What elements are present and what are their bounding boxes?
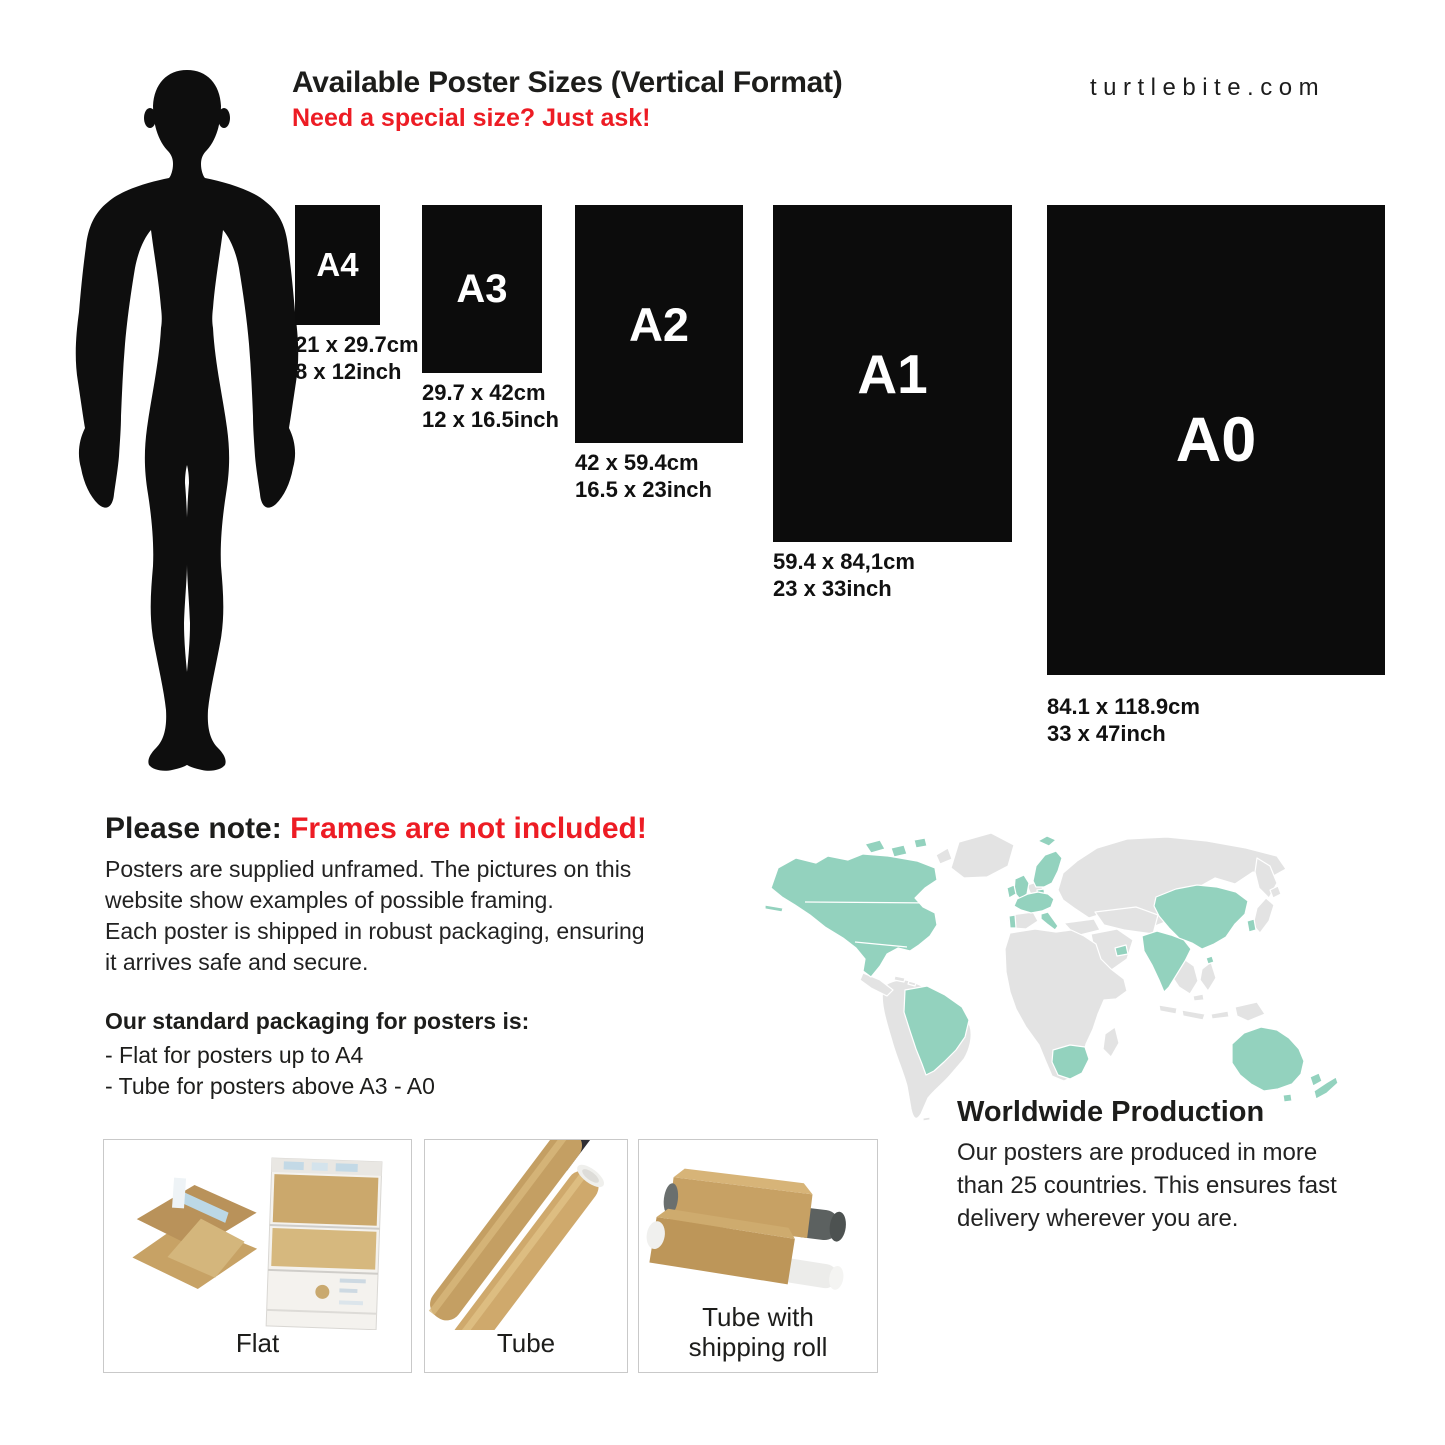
map-new-zealand xyxy=(1310,1073,1322,1086)
map-italy xyxy=(1041,912,1058,930)
poster-a2-label: A2 xyxy=(628,297,690,351)
tube-packaging-illustration xyxy=(425,1140,627,1330)
map-svalbard xyxy=(1038,836,1056,846)
poster-a4-label: A4 xyxy=(316,246,359,283)
map-north-america xyxy=(771,854,937,977)
tube-packaging-card xyxy=(424,1139,628,1373)
flat-packaging-card xyxy=(103,1139,412,1373)
frames-note-red: Frames are not included! xyxy=(290,812,647,845)
poster-a1 xyxy=(773,205,1012,542)
dims-a4: 21 x 29.7cm 8 x 12inch xyxy=(295,332,419,384)
packaging-list: - Flat for posters up to A4 - Tube for posters above A3 - A0 xyxy=(105,1042,435,1099)
map-south-korea xyxy=(1247,919,1256,932)
poster-a4 xyxy=(295,205,380,325)
human-silhouette-icon xyxy=(55,66,320,776)
tube-label: Tube xyxy=(496,1328,556,1358)
map-portugal xyxy=(1009,915,1016,928)
map-philippines xyxy=(1200,962,1216,991)
map-australia xyxy=(1232,1027,1304,1091)
frames-note-paragraph: Posters are supplied unframed. The pictures on this website show examples of possible framing. Each poster is shipped in robust packaging, ensuring it arrives safe and secure. xyxy=(105,856,645,975)
poster-a3 xyxy=(422,205,542,373)
world-map xyxy=(765,828,1355,1123)
tube-roll-packaging-card xyxy=(638,1139,878,1373)
poster-a1-label: A1 xyxy=(857,342,928,405)
dims-a3: 29.7 x 42cm 12 x 16.5inch xyxy=(422,380,559,432)
map-new-guinea xyxy=(1235,1002,1265,1021)
page-title: Available Poster Sizes (Vertical Format) xyxy=(292,66,843,99)
dims-a2: 42 x 59.4cm 16.5 x 23inch xyxy=(575,450,712,502)
dims-a1: 59.4 x 84,1cm 23 x 33inch xyxy=(773,549,915,601)
poster-a3-label: A3 xyxy=(456,266,508,311)
packaging-heading: Our standard packaging for posters is: xyxy=(105,1008,530,1034)
map-central-asia xyxy=(1095,907,1158,934)
map-madagascar xyxy=(1103,1027,1119,1057)
map-south-africa xyxy=(1052,1045,1089,1079)
flat-packaging-illustration xyxy=(104,1140,411,1330)
map-greenland xyxy=(951,833,1014,878)
production-paragraph: Our posters are produced in more than 25 countries. This ensures fast delivery wherever you are. xyxy=(957,1139,1337,1232)
special-size-note: Need a special size? Just ask! xyxy=(292,104,651,132)
poster-a0-label: A0 xyxy=(1175,405,1257,475)
flat-label: Flat xyxy=(235,1328,280,1358)
dims-a0: 84.1 x 118.9cm 33 x 47inch xyxy=(1047,694,1200,746)
map-ireland xyxy=(1007,885,1016,898)
map-nordics xyxy=(1033,851,1062,887)
poster-a0 xyxy=(1047,205,1385,675)
poster-a2 xyxy=(575,205,743,443)
frames-note-heading: Please note: Frames are not included! xyxy=(105,812,647,845)
site-logo: turtlebite.com xyxy=(1090,74,1326,101)
production-heading: Worldwide Production xyxy=(957,1096,1265,1128)
tube-roll-label: Tube with shipping roll xyxy=(688,1302,828,1362)
